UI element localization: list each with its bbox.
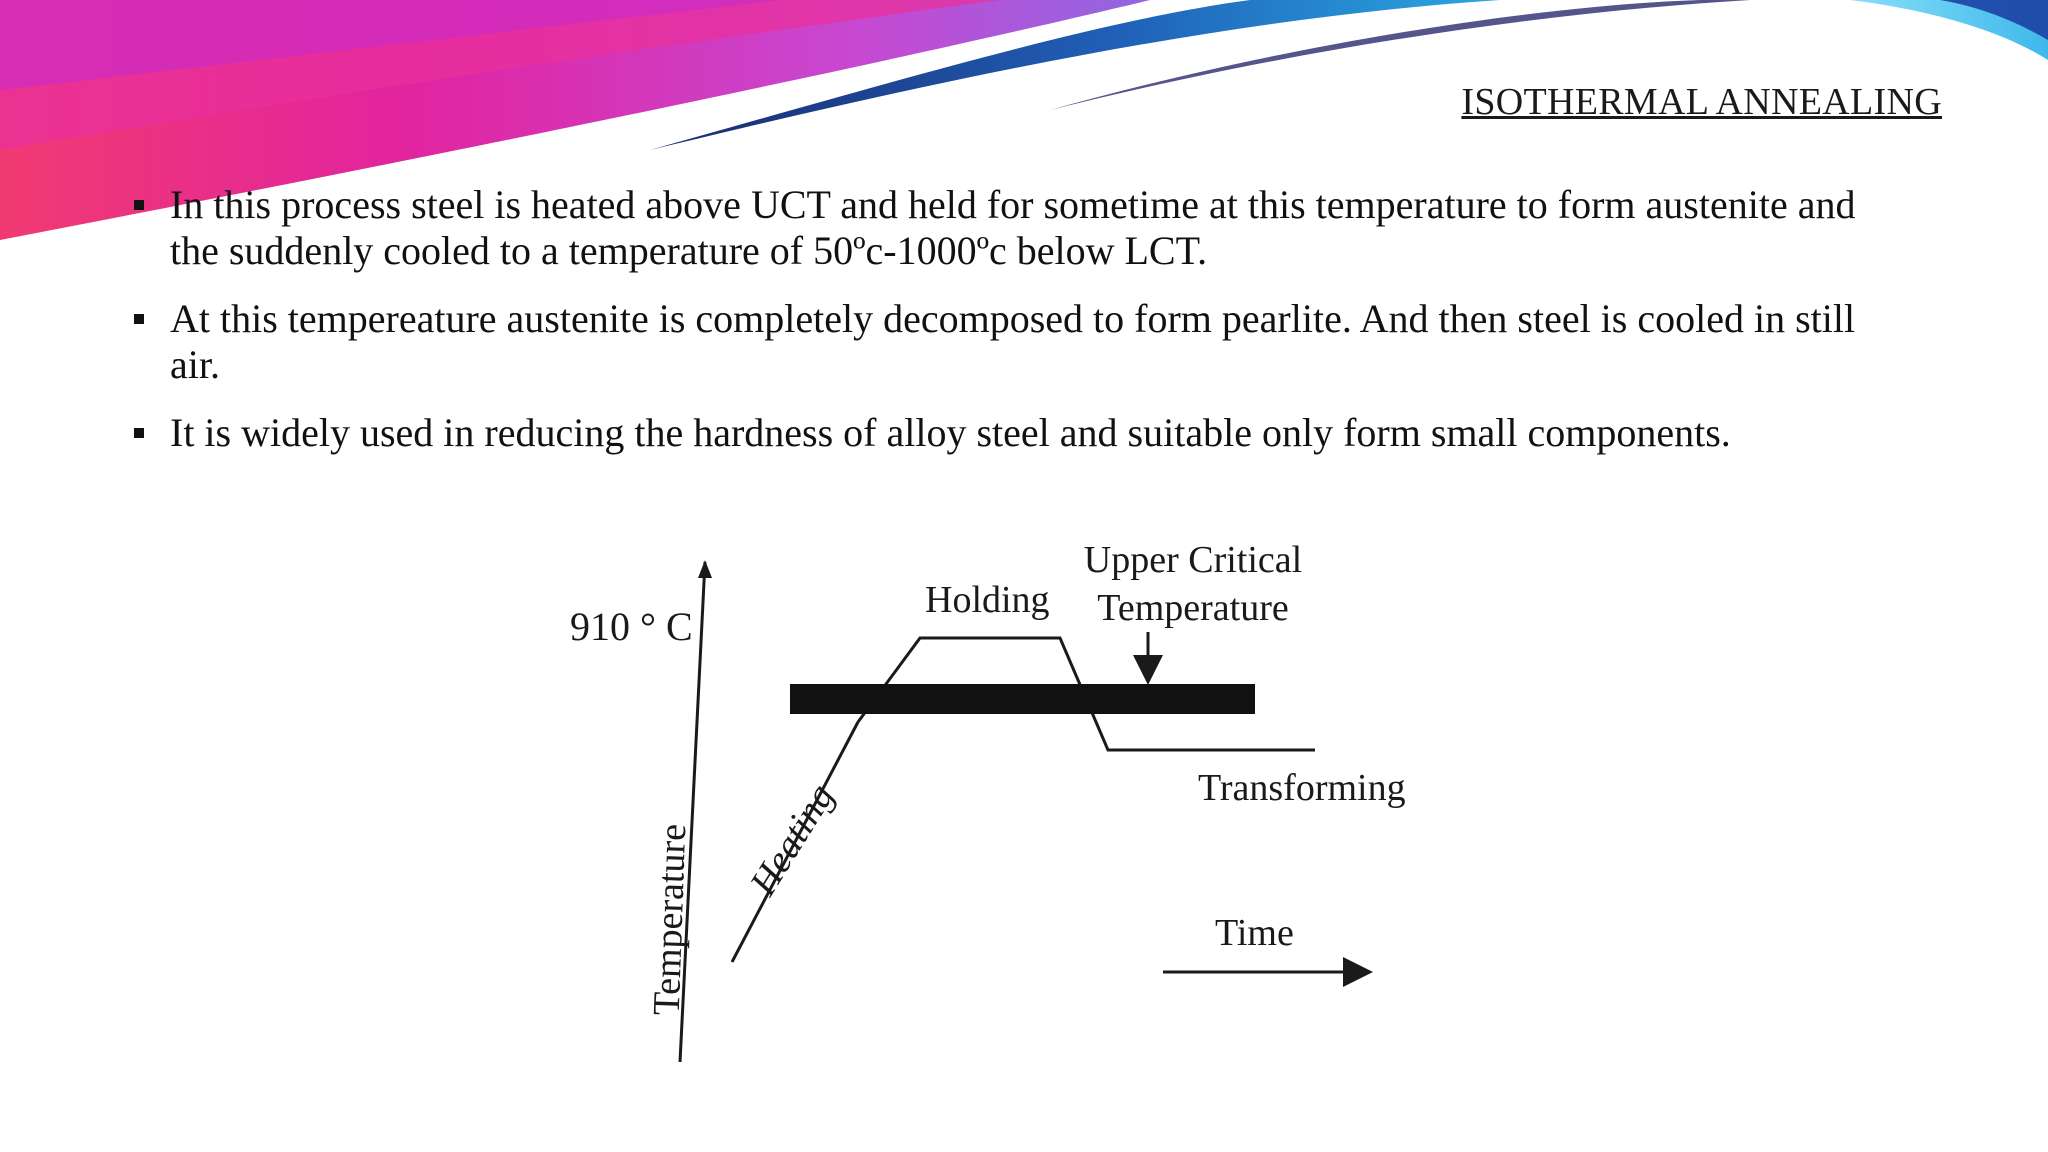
bullet-item [130, 182, 1910, 274]
transforming-label: Transforming [1198, 767, 1406, 809]
heating-label: Heating [742, 776, 843, 903]
uct-label-line-1: Upper Critical [1083, 539, 1303, 581]
square-bullet-icon [134, 428, 144, 438]
time-label: Time [1215, 912, 1294, 954]
bullet-text: It is widely used in reducing the hardness of alloy steel and suitable only form small components. [170, 410, 1731, 455]
bullet-item [130, 410, 1910, 456]
upper-critical-temperature-band [790, 684, 1255, 714]
temperature-mark-label: 910 ° C [570, 604, 693, 649]
bullet-item [130, 296, 1910, 388]
bullet-text: In this process steel is heated above UCT and held for sometime at this temperature to form austenite and the suddenly cooled to a temperature of 50ºc-1000ºc below LCT. [170, 182, 1856, 273]
isothermal-annealing-diagram [540, 510, 1440, 1070]
bullet-text: At this tempereature austenite is completely decomposed to form pearlite. And then steel is cooled in still air. [170, 296, 1856, 387]
y-axis-arrow-icon [698, 560, 712, 578]
square-bullet-icon [134, 314, 144, 324]
holding-label: Holding [925, 579, 1050, 621]
y-axis-label: Temperature [645, 823, 695, 1016]
bullet-list [130, 182, 1910, 478]
square-bullet-icon [134, 200, 144, 210]
uct-label-line-2: Temperature [1097, 587, 1289, 629]
slide-title: ISOTHERMAL ANNEALING [1461, 81, 1942, 123]
